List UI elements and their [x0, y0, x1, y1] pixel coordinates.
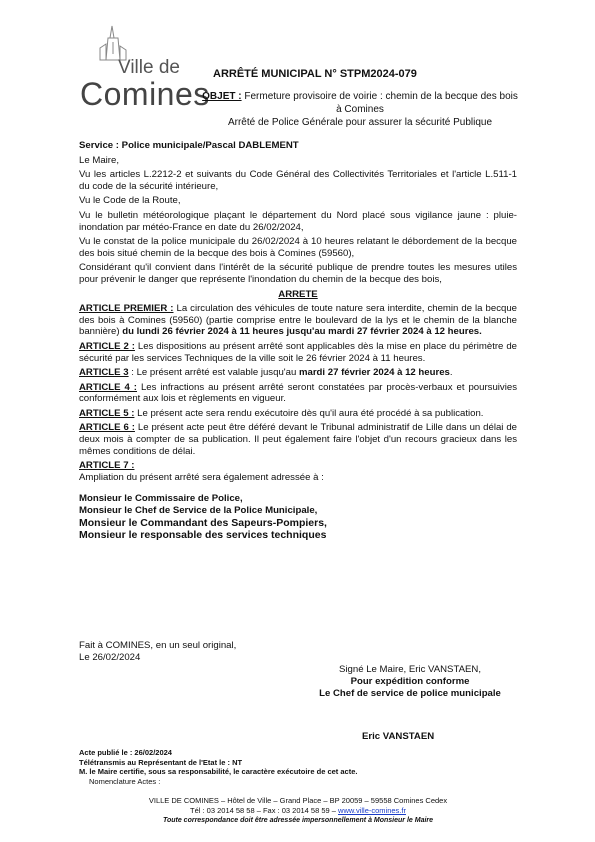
contact-line [79, 806, 517, 816]
service-line: Service : Police municipale/Pascal DABLEMENT [79, 140, 299, 151]
signature-line1: Signé Le Maire, Eric VANSTAEN, [339, 664, 481, 675]
article-text: Ampliation du présent arrêté sera également adressée à : [79, 471, 324, 483]
footer-address [79, 796, 517, 826]
visa-item: Vu le constat de la police municipale du 26/02/2024 à 10 heures relatant le débordement de la becque des bois situé chemin de la becque des bois à Comines (59560), [79, 236, 517, 259]
article-bold: du lundi 26 février 2024 à 11 heures jusqu'au mardi 27 février 2024 à 12 heures. [122, 326, 482, 338]
recipient-item: Monsieur le Chef de Service de la Police Municipale, [79, 505, 318, 517]
article-label: ARTICLE PREMIER : [79, 303, 174, 315]
arrete-heading: ARRETE [278, 288, 318, 300]
nomenclature-line: Nomenclature Actes : [89, 776, 161, 786]
signature-line2: Pour expédition conforme [350, 676, 470, 687]
teletransmis-line: Télétransmis au Représentant de l'Etat le : NT [79, 757, 243, 767]
recipient-item: Monsieur le responsable des services techniques [79, 529, 327, 542]
article-end: . [449, 367, 453, 379]
objet-line1: Fermeture provisoire de voirie : chemin de la becque des bois à Comines [244, 91, 518, 115]
signature-block [300, 664, 520, 700]
article-label: ARTICLE 5 : [79, 407, 135, 419]
recipients-list [79, 493, 517, 541]
article-7 [79, 460, 517, 483]
article-4 [79, 382, 517, 405]
article-label: ARTICLE 2 : [79, 340, 135, 352]
main-body [79, 140, 517, 542]
city-logo [80, 24, 210, 112]
objet-line2: Arrêté de Police Générale pour assurer la sécurité Publique [227, 117, 493, 128]
article-text: Les infractions au présent arrêté seront constatées par procès-verbaux et poursuivies conformément aux lois et règlements en vigueur. [79, 381, 517, 405]
article-text: Le présent acte peut être déféré devant le Tribunal administratif de Lille dans un délai de deux mois à compter de sa publication. Il peut également faire l'objet d'un recours gracieux dans les mêmes conditions de délai. [79, 422, 518, 457]
article-1 [79, 303, 517, 338]
article-label: ARTICLE 3 [79, 367, 129, 379]
page-title: ARRÊTÉ MUNICIPAL N° STPM2024-079 [213, 68, 417, 80]
article-text: Le présent acte sera rendu exécutoire dès qu'il aura été procédé à sa publication. [137, 407, 484, 419]
article-5 [79, 408, 517, 420]
article-2 [79, 341, 517, 364]
article-label: ARTICLE 7 : [79, 460, 135, 472]
website-link[interactable]: www.ville-comines.fr [338, 806, 406, 815]
tel-fax: Tél : 03 2014 58 58 – Fax : 03 2014 58 59 – [190, 806, 336, 815]
fait-line1: Fait à COMINES, en un seul original, [79, 640, 237, 651]
logo-ville-text: Ville de [118, 57, 180, 78]
certifie-line: M. le Maire certifie, sous sa responsabilité, le caractère exécutoire de cet acte. [79, 767, 358, 776]
visa-item: Vu le bulletin météorologique plaçant le département du Nord placé sous vigilance jaune : pluie-inondation par météo-France en date du 26/02/2024, [79, 209, 517, 233]
article-text: La circulation des véhicules de toute nature sera interdite, chemin de la becque des bois à Comines (59560) (partie comprise entre le boulevard de la lys et le chemin de la blanche bannière) [79, 303, 517, 338]
visa-item: Considérant qu'il convient dans l'intérêt de la sécurité publique de prendre toutes les mesures utiles pour prévenir le danger que représente l'inondation du chemin de la becque des bois, [79, 262, 517, 285]
fait-block [79, 640, 517, 663]
publie-line: Acte publié le : 26/02/2024 [79, 748, 172, 757]
logo-comines-text: Comines [80, 76, 210, 112]
signatory-name: Eric VANSTAEN [362, 731, 435, 742]
article-label: ARTICLE 6 : [79, 422, 135, 434]
footer-meta [79, 748, 357, 786]
article-text: Les dispositions au présent arrêté sont applicables dès la mise en place du périmètre de sécurité par les services Techniques de la ville soit le 26 février 2024 à 11 heures. [79, 340, 517, 364]
article-6 [79, 422, 517, 457]
article-3 [79, 367, 517, 379]
article-label: ARTICLE 4 : [79, 381, 138, 393]
recipient-item: Monsieur le Commissaire de Police, [79, 493, 243, 505]
correspondence-notice: Toute correspondance doit être adressée impersonnellement à Monsieur le Maire [162, 817, 434, 824]
article-text: : Le présent arrêté est valable jusqu'au [131, 367, 297, 379]
objet-label: OBJET : [202, 91, 242, 102]
visa-item: Le Maire, [79, 154, 119, 166]
visa-item: Vu les articles L.2212-2 et suivants du Code Général des Collectivités Territoriales et l'article L.511-1 du code de la sécurité intérieure, [79, 169, 517, 192]
signature-line3: Le Chef de service de police municipale [319, 688, 501, 699]
objet-block [200, 90, 520, 129]
recipient-item: Monsieur le Commandant des Sapeurs-Pompiers, [79, 516, 327, 529]
visa-item: Vu le Code de la Route, [79, 195, 181, 207]
address-line: VILLE DE COMINES – Hôtel de Ville – Grand Place – BP 20059 – 59558 Comines Cedex [148, 796, 448, 805]
article-bold: mardi 27 février 2024 à 12 heures [298, 367, 450, 379]
fait-date: Le 26/02/2024 [79, 651, 141, 663]
